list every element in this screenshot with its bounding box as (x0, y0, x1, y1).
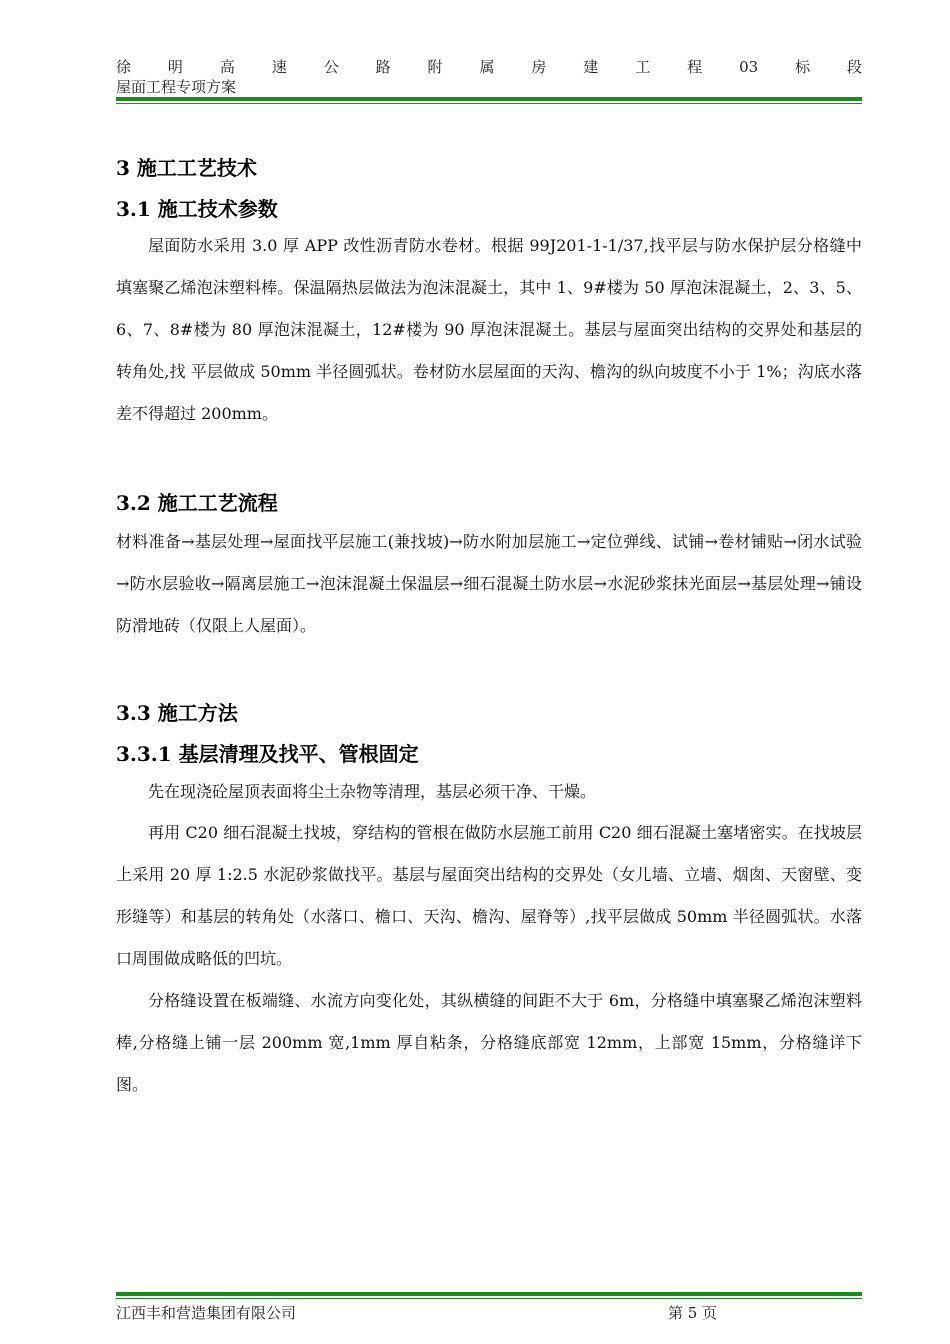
section-heading-3-3: 3.3 施工方法 (116, 701, 238, 725)
header-char: 路 (375, 58, 391, 76)
paragraph-3-1: 屋面防水采用 3.0 厚 APP 改性沥青防水卷材。根据 99J201-1-1/37,找平层与防水保护层分格缝中填塞聚乙烯泡沫塑料棒。保温隔热层做法为泡沫混凝土，其中 1、9#楼为 50 厚泡沫混凝土，2、3、5、6、7、8#楼为 80 厚泡沫混凝土，12#楼为 90 厚泡沫混凝土。基层与屋面突出结构的交界处和基层的转角处,找 平层做成 50mm 半径圆弧状。卷材防水层屋面的天沟、檐沟的纵向坡度不小于 1%；沟底水落差不得超过 200mm。 (116, 236, 862, 423)
header-char: 速 (271, 58, 287, 76)
header-subtitle: 屋面工程专项方案 (116, 78, 237, 96)
section-heading-3-1: 3.1 施工技术参数 (116, 197, 278, 221)
header-project-title (116, 58, 862, 76)
header-rule (116, 97, 862, 104)
header-char: 属 (479, 58, 495, 76)
header-char: 房 (531, 58, 547, 76)
header-char: 工 (635, 58, 651, 76)
header-char: 高 (219, 58, 235, 76)
paragraph-3-2: 材料准备→基层处理→屋面找平层施工(兼找坡)→防水附加层施工→定位弹线、试铺→卷材铺贴→闭水试验→防水层验收→隔离层施工→泡沫混凝土保温层→细石混凝土防水层→水泥砂浆抹光面层→基层处理→铺设防滑地砖（仅限上人屋面）。 (116, 532, 862, 635)
section-heading-3-2: 3.2 施工工艺流程 (116, 491, 278, 515)
header-char: 建 (583, 58, 599, 76)
page-header (116, 58, 862, 96)
paragraph-3-3-1-b: 再用 C20 细石混凝土找坡，穿结构的管根在做防水层施工前用 C20 细石混凝土塞堵密实。在找坡层上采用 20 厚 1:2.5 水泥砂浆做找平。基层与屋面突出结构的交界处（女儿墙、立墙、烟囱、天窗壁、变形缝等）和基层的转角处（水落口、檐口、天沟、檐沟、屋脊等）,找平层做成 50mm 半径圆弧状。水落口周围做成略低的凹坑。 (116, 823, 862, 968)
paragraph-3-3-1-a: 先在现浇砼屋顶表面将尘土杂物等清理，基层必须干净、干燥。 (148, 782, 597, 801)
footer-rule (116, 1292, 862, 1299)
section-heading-3-3-1: 3.3.1 基层清理及找平、管根固定 (116, 742, 419, 766)
header-char: 徐 (116, 58, 132, 76)
page-number: 第 5 页 (668, 1304, 718, 1322)
paragraph-3-3-1-c: 分格缝设置在板端缝、水流方向变化处，其纵横缝的间距不大于 6m，分格缝中填塞聚乙烯泡沫塑料棒,分格缝上铺一层 200mm 宽,1mm 厚自粘条，分格缝底部宽 12mm，上部宽 15mm，分格缝详下图。 (116, 991, 862, 1094)
header-char: 程 (687, 58, 703, 76)
section-heading-3: 3 施工工艺技术 (116, 156, 257, 180)
header-char: 段 (846, 58, 862, 76)
footer-company: 江西丰和营造集团有限公司 (116, 1304, 297, 1322)
header-char: 标 (795, 58, 811, 76)
header-char: 明 (167, 58, 183, 76)
page-footer (116, 1302, 862, 1323)
header-char: 附 (427, 58, 443, 76)
header-char: 公 (323, 58, 339, 76)
header-char: 03 (739, 58, 759, 76)
